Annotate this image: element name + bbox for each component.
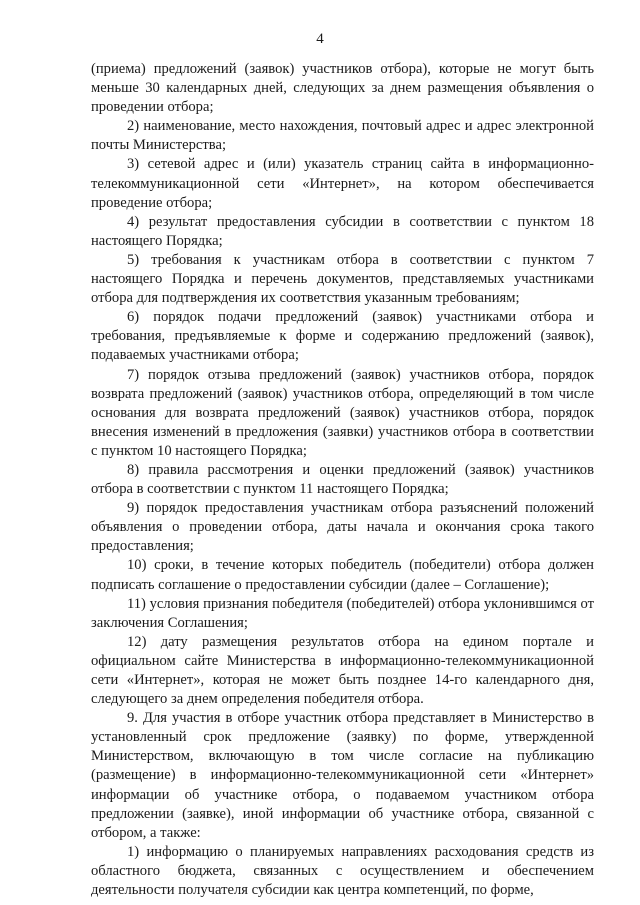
page-number: 4 [316,31,324,47]
paragraph: 7) порядок отзыва предложений (заявок) участников отбора, порядок возврата предложений (заявок) участников отбора, определяющий в том числе основания для возврата предложений (заявок) участников отбора, порядок внесения изменений в предложения (заявки) участников отбора в соответствии с пунктом 10 настоящего Порядка; [91,366,594,459]
paragraph: 11) условия признания победителя (победителей) отбора уклонившимся от заключения Соглашения; [91,595,594,631]
paragraph: 1) информацию о планируемых направлениях расходования средств из областного бюджета, связанных с осуществлением и обеспечением деятельности получателя субсидии как центра компетенций, по форме, [91,843,594,899]
paragraph: 3) сетевой адрес и (или) указатель страниц сайта в информационно-телекоммуникационной сети «Интернет», на котором обеспечивается проведение отбора; [91,156,594,211]
document-body [91,60,594,900]
paragraph: 6) порядок подачи предложений (заявок) участниками отбора и требования, предъявляемые к форме и содержанию предложений (заявок), подаваемых участниками отбора; [91,309,594,364]
paragraph: 2) наименование, место нахождения, почтовый адрес и адрес электронной почты Министерства; [91,118,594,154]
paragraph: 8) правила рассмотрения и оценки предложений (заявок) участников отбора в соответствии с пунктом 11 настоящего Порядка; [91,461,594,498]
paragraph: 10) сроки, в течение которых победитель (победители) отбора должен подписать соглашение о предоставлении субсидии (далее – Соглашение); [91,557,594,593]
paragraph: 4) результат предоставления субсидии в соответствии с пунктом 18 настоящего Порядка; [91,213,594,249]
paragraph: (приема) предложений (заявок) участников отбора), которые не могут быть меньше 30 календарных дней, следующих за днем размещения объявления о проведении отбора; [91,61,594,116]
paragraph: 5) требования к участникам отбора в соответствии с пунктом 7 настоящего Порядка и перечень документов, представляемых участниками отбора для подтверждения их соответствия указанным требованиям; [91,251,594,307]
paragraph: 9. Для участия в отборе участник отбора представляет в Министерство в установленный срок предложение (заявку) по форме, утвержденной Министерством, включающую в том числе согласие на публикацию (размещение) в информационно-телекоммуникационной сети «Интернет» информации об участнике отбора, о подаваемом участником отбора предложении (заявке), иной информации об участнике отбора, связанной с отбором, а также: [91,710,594,841]
paragraph: 12) дату размещения результатов отбора на едином портале и официальном сайте Министерства в информационно-телекоммуникационной сети «Интернет», которая не может быть позднее 14-го календарного дня, следующего за днем определения победителя отбора. [91,633,594,708]
paragraph: 9) порядок предоставления участникам отбора разъяснений положений объявления о проведении отбора, даты начала и окончания срока такого предоставления; [91,500,594,555]
